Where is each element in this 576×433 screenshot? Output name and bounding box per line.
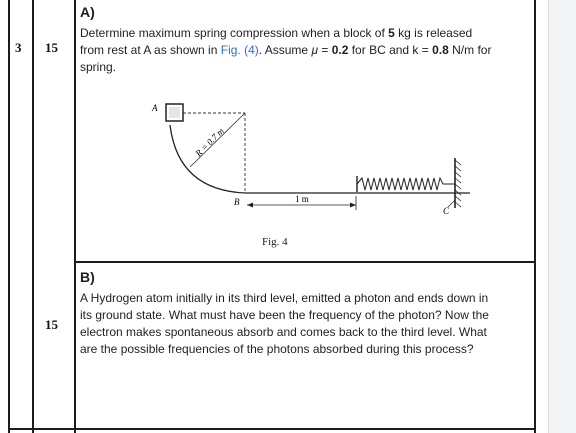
part-a-line-1: Determine maximum spring compression when a block of 5 kg is released <box>80 26 473 40</box>
mu-symbol: μ <box>311 43 319 57</box>
figure-caption: Fig. 4 <box>262 236 288 248</box>
marks-part-b: 15 <box>45 317 58 332</box>
part-a-line-3: spring. <box>80 60 117 74</box>
mu-value: 0.2 <box>331 43 349 57</box>
part-a-heading: A) <box>80 4 95 20</box>
figure-reference-link[interactable]: Fig. (4) <box>220 43 259 57</box>
mass-value: 5 <box>388 26 395 40</box>
spring <box>357 178 455 190</box>
question-index: 3 <box>15 40 22 55</box>
label-c: C <box>443 206 450 216</box>
marks-part-a: 15 <box>45 40 58 55</box>
radius-label: R = 0.7 m <box>193 125 226 159</box>
part-b-heading: B) <box>80 269 95 285</box>
label-b: B <box>234 197 240 207</box>
k-value: 0.8 <box>432 43 449 57</box>
part-b-line-4: are the possible frequencies of the photons absorbed during this process? <box>80 342 474 356</box>
part-b-line-3: electron makes spontaneous absorb and comes back to the third level. What <box>80 325 487 339</box>
label-a: A <box>152 103 158 113</box>
part-b-line-2: its ground state. What must have been the frequency of the photon? Now the <box>80 308 489 322</box>
part-a-line-2: from rest at A as shown in Fig. (4). Assume μ = 0.2 for BC and k = 0.8 N/m for <box>80 43 492 57</box>
part-b-line-1: A Hydrogen atom initially in its third level, emitted a photon and ends down in <box>80 291 489 305</box>
curved-track <box>170 125 245 193</box>
length-label: 1 m <box>295 194 309 204</box>
